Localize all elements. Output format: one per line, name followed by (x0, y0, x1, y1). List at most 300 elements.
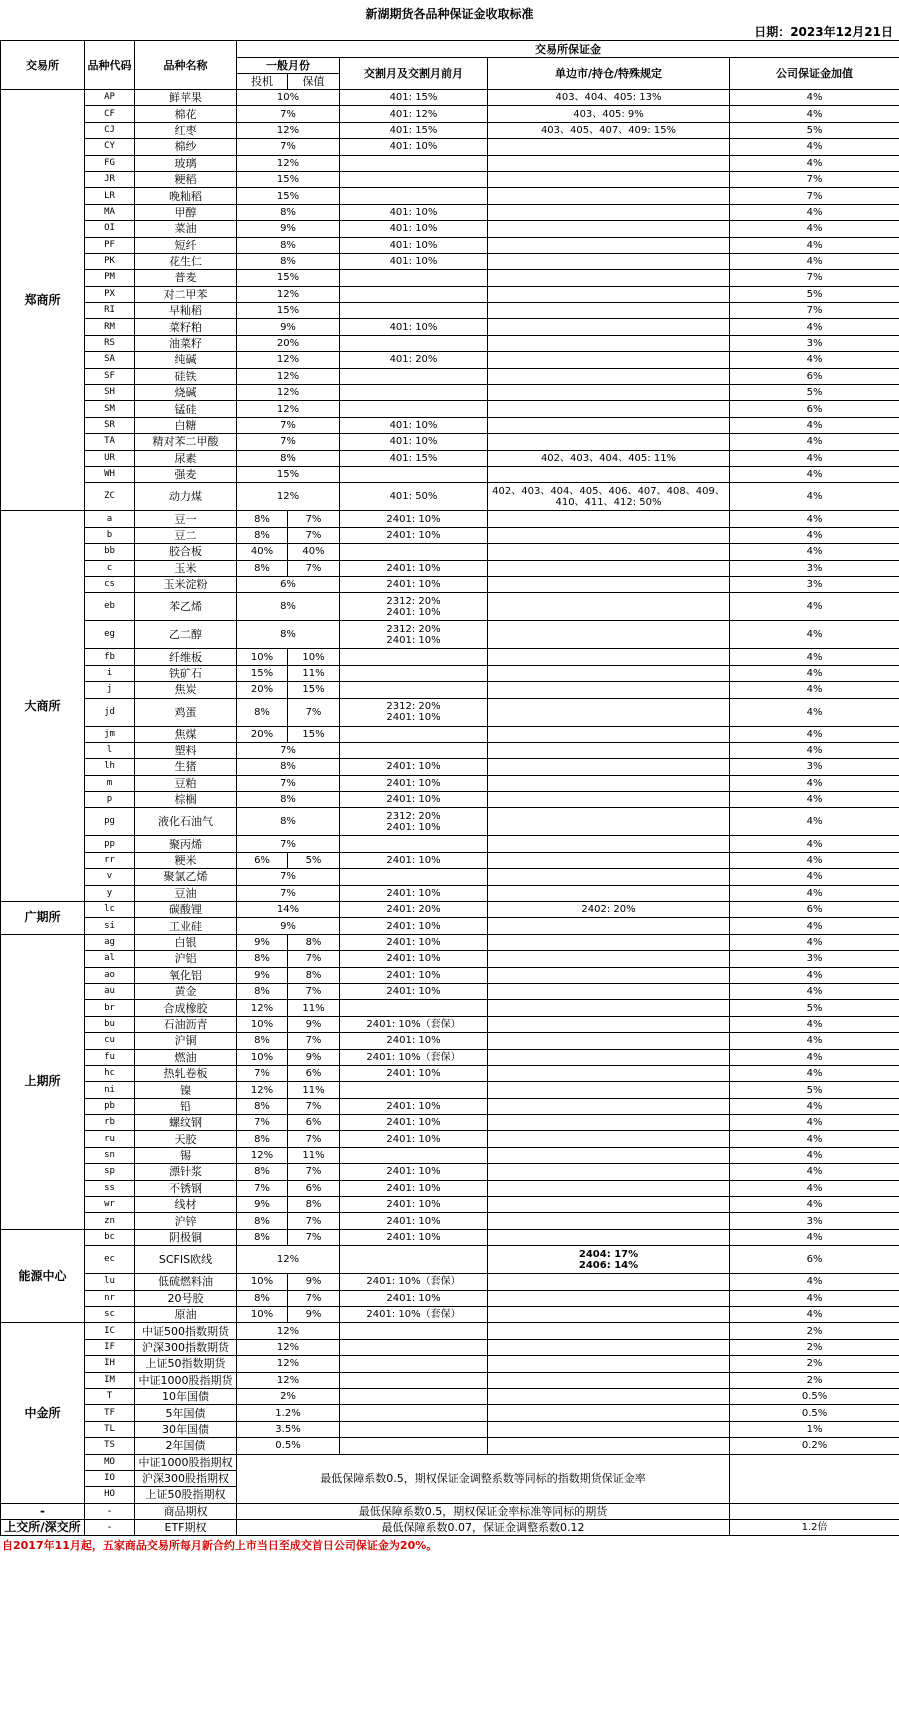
table-row (1, 1274, 899, 1290)
code-cell: ec (85, 1246, 135, 1274)
table-row (1, 869, 899, 885)
code-cell: lh (85, 759, 135, 775)
header-delivery: 交割月及交割月前月 (340, 58, 488, 90)
name-cell: 漂针浆 (135, 1164, 237, 1180)
spec-margin-cell: 8% (237, 1213, 288, 1229)
general-margin-cell: 12% (237, 122, 340, 138)
company-add-cell: 4% (730, 1290, 899, 1306)
name-cell: 燃油 (135, 1049, 237, 1065)
table-row (1, 808, 899, 836)
code-cell: TS (85, 1438, 135, 1454)
code-cell: p (85, 792, 135, 808)
delivery-margin-cell (340, 869, 488, 885)
company-add-cell: 4% (730, 237, 899, 253)
special-margin-cell (488, 1339, 730, 1355)
special-margin-cell (488, 742, 730, 758)
name-cell: 线材 (135, 1197, 237, 1213)
hedge-margin-cell: 7% (288, 951, 340, 967)
delivery-margin-cell: 2401: 10% (340, 1213, 488, 1229)
code-cell: cs (85, 576, 135, 592)
name-cell: 沪铝 (135, 951, 237, 967)
special-margin-cell (488, 1098, 730, 1114)
company-add-cell: 4% (730, 1147, 899, 1163)
code-cell: PK (85, 253, 135, 269)
spec-margin-cell: 8% (237, 983, 288, 999)
table-row (1, 1323, 899, 1339)
delivery-margin-cell (340, 1372, 488, 1388)
special-margin-cell (488, 286, 730, 302)
special-margin-cell (488, 253, 730, 269)
company-add-cell: 3% (730, 951, 899, 967)
table-row (1, 1290, 899, 1306)
table-row (1, 544, 899, 560)
name-cell: 2年国债 (135, 1438, 237, 1454)
special-margin-cell (488, 1388, 730, 1404)
name-cell: 烧碱 (135, 385, 237, 401)
company-add-cell: 4% (730, 1115, 899, 1131)
special-margin-cell (488, 221, 730, 237)
name-cell: 胶合板 (135, 544, 237, 560)
name-cell: 白银 (135, 934, 237, 950)
spec-margin-cell: 9% (237, 967, 288, 983)
company-add-cell: 0.2% (730, 1438, 899, 1454)
name-cell: 菜籽粕 (135, 319, 237, 335)
delivery-margin-cell (340, 270, 488, 286)
company-add-cell: 4% (730, 1274, 899, 1290)
special-margin-cell (488, 836, 730, 852)
code-cell: v (85, 869, 135, 885)
code-cell: - (85, 1503, 135, 1519)
code-cell: m (85, 775, 135, 791)
header-code: 品种代码 (85, 41, 135, 90)
code-cell: UR (85, 450, 135, 466)
company-add-cell: 2% (730, 1372, 899, 1388)
company-add-cell: 4% (730, 204, 899, 220)
table-row (1, 593, 899, 621)
code-cell: ZC (85, 483, 135, 511)
company-add-cell: 4% (730, 649, 899, 665)
company-add-cell: 4% (730, 434, 899, 450)
special-margin-cell (488, 621, 730, 649)
name-cell: 不锈钢 (135, 1180, 237, 1196)
delivery-margin-cell: 401: 10% (340, 139, 488, 155)
name-cell: 豆粕 (135, 775, 237, 791)
exchange-cell: - (1, 1503, 85, 1519)
general-margin-cell: 8% (237, 253, 340, 269)
delivery-margin-cell: 2401: 10% (340, 576, 488, 592)
code-cell: JR (85, 171, 135, 187)
company-add-cell: 6% (730, 1246, 899, 1274)
general-margin-cell: 8% (237, 237, 340, 253)
spec-margin-cell: 10% (237, 1016, 288, 1032)
company-add-cell: 4% (730, 698, 899, 726)
delivery-margin-cell (340, 665, 488, 681)
spec-margin-cell: 8% (237, 698, 288, 726)
delivery-margin-cell: 2401: 10%（套保） (340, 1049, 488, 1065)
special-margin-cell (488, 335, 730, 351)
header-exchange-margin: 交易所保证金 (237, 41, 899, 58)
code-cell: c (85, 560, 135, 576)
general-margin-cell: 12% (237, 483, 340, 511)
table-row (1, 1388, 899, 1404)
name-cell: 沪深300股指期权 (135, 1470, 237, 1486)
company-add-cell (730, 1503, 899, 1519)
hedge-margin-cell: 9% (288, 1016, 340, 1032)
delivery-margin-cell: 2401: 10% (340, 1131, 488, 1147)
table-row (1, 1131, 899, 1147)
table-row (1, 1164, 899, 1180)
spec-margin-cell: 15% (237, 665, 288, 681)
table-row (1, 139, 899, 155)
delivery-margin-cell: 2312: 20% 2401: 10% (340, 808, 488, 836)
special-margin-cell (488, 237, 730, 253)
general-margin-cell: 9% (237, 918, 340, 934)
exchange-cell: 上期所 (1, 934, 85, 1229)
name-cell: 20号胶 (135, 1290, 237, 1306)
code-cell: cu (85, 1033, 135, 1049)
table-row (1, 1421, 899, 1437)
general-margin-cell: 14% (237, 902, 340, 918)
code-cell: RM (85, 319, 135, 335)
hedge-margin-cell: 11% (288, 1082, 340, 1098)
general-margin-cell: 12% (237, 1246, 340, 1274)
name-cell: 动力煤 (135, 483, 237, 511)
name-cell: 沪锌 (135, 1213, 237, 1229)
code-cell: eg (85, 621, 135, 649)
name-cell: 棉花 (135, 106, 237, 122)
table-row (1, 1339, 899, 1355)
table-row (1, 649, 899, 665)
delivery-margin-cell: 2401: 10% (340, 983, 488, 999)
table-row (1, 1115, 899, 1131)
delivery-margin-cell: 2401: 10% (340, 967, 488, 983)
name-cell: 短纤 (135, 237, 237, 253)
table-row (1, 286, 899, 302)
company-add-cell: 4% (730, 1164, 899, 1180)
special-margin-cell (488, 1323, 730, 1339)
delivery-margin-cell (340, 286, 488, 302)
name-cell: 玻璃 (135, 155, 237, 171)
table-row (1, 401, 899, 417)
code-cell: bb (85, 544, 135, 560)
name-cell: 上证50股指期权 (135, 1487, 237, 1503)
company-add-cell: 4% (730, 1197, 899, 1213)
general-margin-cell: 12% (237, 1339, 340, 1355)
company-add-cell: 4% (730, 836, 899, 852)
company-add-cell: 4% (730, 1131, 899, 1147)
code-cell: IH (85, 1356, 135, 1372)
special-margin-cell (488, 188, 730, 204)
company-add-cell: 4% (730, 319, 899, 335)
delivery-margin-cell: 2401: 10% (340, 775, 488, 791)
hedge-margin-cell: 6% (288, 1065, 340, 1081)
name-cell: 石油沥青 (135, 1016, 237, 1032)
company-add-cell: 4% (730, 1065, 899, 1081)
company-add-cell: 3% (730, 335, 899, 351)
name-cell: 30年国债 (135, 1421, 237, 1437)
table-row (1, 1049, 899, 1065)
code-cell: au (85, 983, 135, 999)
table-row (1, 417, 899, 433)
code-cell: lu (85, 1274, 135, 1290)
delivery-margin-cell: 2312: 20% 2401: 10% (340, 621, 488, 649)
delivery-margin-cell: 401: 15% (340, 450, 488, 466)
company-add-cell: 4% (730, 775, 899, 791)
name-cell: 强麦 (135, 466, 237, 482)
code-cell: IF (85, 1339, 135, 1355)
special-margin-cell (488, 1274, 730, 1290)
code-cell: ss (85, 1180, 135, 1196)
special-margin-cell (488, 649, 730, 665)
company-add-cell: 4% (730, 1033, 899, 1049)
name-cell: 花生仁 (135, 253, 237, 269)
code-cell: SH (85, 385, 135, 401)
general-margin-cell: 7% (237, 775, 340, 791)
company-add-cell: 4% (730, 417, 899, 433)
delivery-margin-cell (340, 401, 488, 417)
special-margin-cell (488, 352, 730, 368)
code-cell: MO (85, 1454, 135, 1470)
special-margin-cell (488, 665, 730, 681)
code-cell: CJ (85, 122, 135, 138)
general-margin-cell: 7% (237, 434, 340, 450)
code-cell: WH (85, 466, 135, 482)
name-cell: 塑料 (135, 742, 237, 758)
name-cell: 沪深300指数期货 (135, 1339, 237, 1355)
special-margin-cell (488, 1000, 730, 1016)
code-cell: TA (85, 434, 135, 450)
name-cell: 白糖 (135, 417, 237, 433)
table-row (1, 434, 899, 450)
exchange-cell: 能源中心 (1, 1229, 85, 1323)
general-margin-cell: 7% (237, 742, 340, 758)
delivery-margin-cell (340, 171, 488, 187)
general-margin-cell: 12% (237, 352, 340, 368)
special-margin-cell: 403、405、407、409: 15% (488, 122, 730, 138)
delivery-margin-cell (340, 1421, 488, 1437)
name-cell: 粳米 (135, 852, 237, 868)
company-add-cell: 4% (730, 726, 899, 742)
special-margin-cell (488, 204, 730, 220)
hedge-margin-cell: 9% (288, 1274, 340, 1290)
table-row (1, 742, 899, 758)
delivery-margin-cell (340, 1438, 488, 1454)
table-row (1, 221, 899, 237)
delivery-margin-cell: 2401: 10% (340, 951, 488, 967)
code-cell: sn (85, 1147, 135, 1163)
delivery-margin-cell: 2401: 10% (340, 792, 488, 808)
table-row (1, 1454, 899, 1470)
hedge-margin-cell: 7% (288, 560, 340, 576)
general-margin-cell: 9% (237, 319, 340, 335)
company-add-cell: 4% (730, 1016, 899, 1032)
table-row (1, 1503, 899, 1519)
company-add-cell: 0.5% (730, 1405, 899, 1421)
table-row (1, 335, 899, 351)
table-row (1, 270, 899, 286)
code-cell: a (85, 511, 135, 527)
delivery-margin-cell: 2401: 10% (340, 1115, 488, 1131)
company-add-cell: 4% (730, 1307, 899, 1323)
exchange-cell: 大商所 (1, 511, 85, 902)
name-cell: 鸡蛋 (135, 698, 237, 726)
table-row (1, 621, 899, 649)
name-cell: 液化石油气 (135, 808, 237, 836)
special-margin-cell (488, 792, 730, 808)
name-cell: 豆油 (135, 885, 237, 901)
table-row (1, 1229, 899, 1245)
name-cell: 普麦 (135, 270, 237, 286)
hedge-margin-cell: 7% (288, 983, 340, 999)
code-cell: HO (85, 1487, 135, 1503)
exchange-cell: 上交所/深交所 (1, 1520, 85, 1536)
table-row (1, 1438, 899, 1454)
spec-margin-cell: 8% (237, 511, 288, 527)
company-add-cell: 4% (730, 983, 899, 999)
name-cell: 纤维板 (135, 649, 237, 665)
general-margin-cell: 7% (237, 417, 340, 433)
general-margin-cell: 15% (237, 188, 340, 204)
table-row (1, 1246, 899, 1274)
name-cell: 合成橡胶 (135, 1000, 237, 1016)
name-cell: 螺纹钢 (135, 1115, 237, 1131)
general-margin-cell: 12% (237, 1372, 340, 1388)
code-cell: AP (85, 90, 135, 106)
company-add-cell: 4% (730, 1180, 899, 1196)
general-margin-cell: 8% (237, 621, 340, 649)
table-row (1, 576, 899, 592)
hedge-margin-cell: 15% (288, 726, 340, 742)
hedge-margin-cell: 6% (288, 1180, 340, 1196)
name-cell: 上证50指数期货 (135, 1356, 237, 1372)
general-margin-cell: 8% (237, 808, 340, 836)
company-add-cell: 4% (730, 1049, 899, 1065)
name-cell: 生猪 (135, 759, 237, 775)
margin-table (0, 40, 899, 1536)
delivery-margin-cell: 2401: 10% (340, 527, 488, 543)
name-cell: 玉米淀粉 (135, 576, 237, 592)
company-add-cell: 5% (730, 385, 899, 401)
special-margin-cell (488, 171, 730, 187)
delivery-margin-cell: 2401: 10% (340, 1197, 488, 1213)
company-add-cell: 7% (730, 303, 899, 319)
delivery-margin-cell: 401: 10% (340, 434, 488, 450)
delivery-margin-cell: 2401: 10% (340, 918, 488, 934)
table-row (1, 171, 899, 187)
header-special: 单边市/持仓/特殊规定 (488, 58, 730, 90)
code-cell: RS (85, 335, 135, 351)
table-row (1, 885, 899, 901)
company-add-cell: 2% (730, 1339, 899, 1355)
spec-margin-cell: 8% (237, 1131, 288, 1147)
company-add-cell: 7% (730, 188, 899, 204)
name-cell: 10年国债 (135, 1388, 237, 1404)
general-margin-cell: 1.2% (237, 1405, 340, 1421)
name-cell: 焦煤 (135, 726, 237, 742)
name-cell: 菜油 (135, 221, 237, 237)
name-cell: 工业硅 (135, 918, 237, 934)
special-margin-cell (488, 1213, 730, 1229)
code-cell: wr (85, 1197, 135, 1213)
special-margin-cell (488, 527, 730, 543)
company-add-cell (730, 1454, 899, 1503)
name-cell: 沪铜 (135, 1033, 237, 1049)
company-add-cell: 4% (730, 483, 899, 511)
company-add-cell: 6% (730, 902, 899, 918)
delivery-margin-cell: 2401: 10%（套保） (340, 1016, 488, 1032)
code-cell: hc (85, 1065, 135, 1081)
name-cell: 粳稻 (135, 171, 237, 187)
name-cell: 油菜籽 (135, 335, 237, 351)
spec-margin-cell: 8% (237, 1098, 288, 1114)
company-add-cell: 5% (730, 286, 899, 302)
header-company-add: 公司保证金加值 (730, 58, 899, 90)
table-row (1, 1147, 899, 1163)
special-margin-cell (488, 319, 730, 335)
special-margin-cell (488, 1421, 730, 1437)
special-margin-cell: 403、404、405: 13% (488, 90, 730, 106)
delivery-margin-cell: 401: 12% (340, 106, 488, 122)
special-margin-cell: 2404: 17% 2406: 14% (488, 1246, 730, 1274)
company-add-cell: 4% (730, 155, 899, 171)
special-margin-cell (488, 1065, 730, 1081)
special-margin-cell (488, 1229, 730, 1245)
special-margin-cell (488, 544, 730, 560)
table-row (1, 983, 899, 999)
name-cell: 中证500指数期货 (135, 1323, 237, 1339)
name-cell: ETF期权 (135, 1520, 237, 1536)
name-cell: 黄金 (135, 983, 237, 999)
delivery-margin-cell: 2312: 20% 2401: 10% (340, 698, 488, 726)
name-cell: 精对苯二甲酸 (135, 434, 237, 450)
table-row (1, 775, 899, 791)
spec-margin-cell: 12% (237, 1147, 288, 1163)
table-row (1, 698, 899, 726)
code-cell: j (85, 682, 135, 698)
special-margin-cell (488, 560, 730, 576)
table-row (1, 902, 899, 918)
header-spec: 投机 (237, 74, 288, 90)
company-add-cell: 4% (730, 792, 899, 808)
hedge-margin-cell: 9% (288, 1307, 340, 1323)
spec-margin-cell: 8% (237, 1290, 288, 1306)
hedge-margin-cell: 15% (288, 682, 340, 698)
general-margin-cell: 8% (237, 450, 340, 466)
etf-options-note: 最低保障系数0.07，保证金调整系数0.12 (237, 1520, 730, 1536)
table-row (1, 253, 899, 269)
delivery-margin-cell (340, 742, 488, 758)
special-margin-cell (488, 434, 730, 450)
name-cell: 5年国债 (135, 1405, 237, 1421)
special-margin-cell (488, 417, 730, 433)
code-cell: IC (85, 1323, 135, 1339)
code-cell: LR (85, 188, 135, 204)
special-margin-cell (488, 303, 730, 319)
delivery-margin-cell (340, 1388, 488, 1404)
code-cell: lc (85, 902, 135, 918)
name-cell: 鲜苹果 (135, 90, 237, 106)
hedge-margin-cell: 7% (288, 1229, 340, 1245)
name-cell: 铁矿石 (135, 665, 237, 681)
code-cell: CF (85, 106, 135, 122)
special-margin-cell (488, 934, 730, 950)
company-add-cell: 2% (730, 1356, 899, 1372)
company-add-cell: 4% (730, 852, 899, 868)
name-cell: 锰硅 (135, 401, 237, 417)
code-cell: i (85, 665, 135, 681)
special-margin-cell (488, 155, 730, 171)
code-cell: rr (85, 852, 135, 868)
